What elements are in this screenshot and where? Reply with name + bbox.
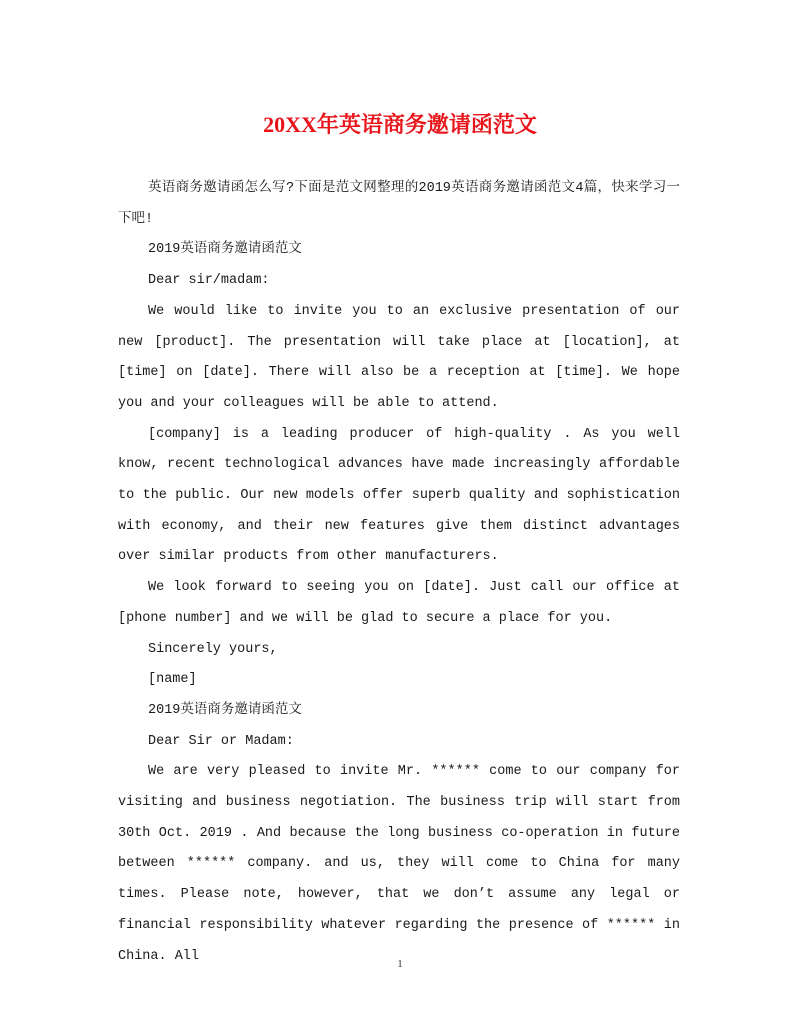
section-heading-1: 2019英语商务邀请函范文 [148,242,302,258]
salutation-2: Dear Sir or Madam: [148,733,294,749]
letter2-paragraph-1: We are very pleased to invite Mr. ****** come to our company for visiting and business negotiation. The business trip will start from 30th Oct. 2019 . And because the long business co-operation in future between ****** company. and us, they will come to China for many times. Please note, however, that we don’t assume any legal or financial responsibility whatever regarding the presence of ****** in China. All [118,764,680,964]
document-body [118,174,680,972]
document-title: 20XX年英语商务邀请函范文 [263,112,537,137]
intro-paragraph: 英语商务邀请函怎么写?下面是范文网整理的2019英语商务邀请函范文4篇，快来学习一下吧! [118,181,680,227]
closing: Sincerely yours, [148,641,278,657]
page-number: 1 [397,958,403,970]
salutation-1: Dear sir/madam: [148,273,270,289]
letter1-paragraph-2: [company] is a leading producer of high-quality . As you well know, recent technological advances have made increasingly affordable to the public. Our new models offer superb quality and sophistication with economy, and their new features give them distinct advantages over similar products from other manufacturers. [118,426,680,565]
letter1-paragraph-3: We look forward to seeing you on [date]. Just call our office at [phone number] and we will be glad to secure a place for you. [118,580,680,626]
section-heading-2: 2019英语商务邀请函范文 [148,702,302,718]
letter1-paragraph-1: We would like to invite you to an exclusive presentation of our new [product]. The presentation will take place at [location], at [time] on [date]. There will also be a reception at [time]. We hope you and your colleagues will be able to attend. [118,303,680,411]
signature-name: [name] [148,672,197,688]
